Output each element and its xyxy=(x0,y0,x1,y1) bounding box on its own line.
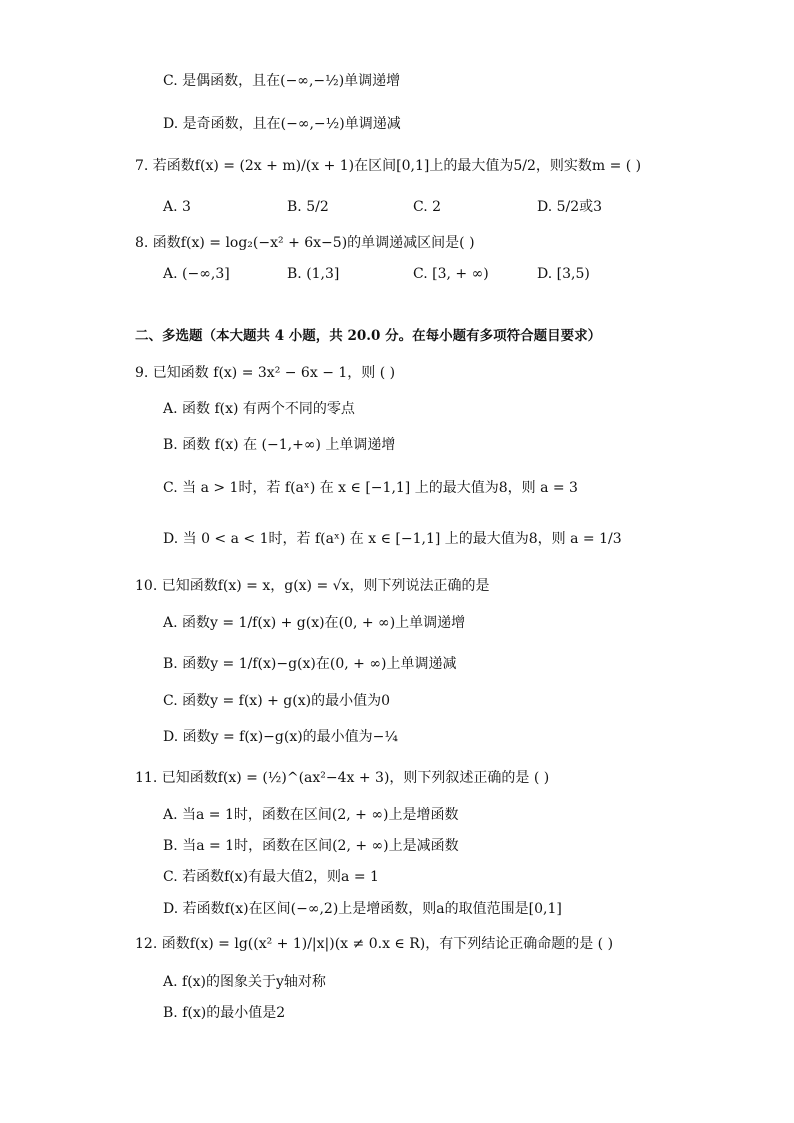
question-11-option-a: A. 当a = 1时，函数在区间(2, + ∞)上是增函数 xyxy=(163,807,459,823)
question-10: 10. 已知函数f(x) = x，g(x) = √x，则下列说法正确的是 xyxy=(135,578,490,594)
choice-a: A. 3 xyxy=(163,199,191,215)
question-10-option-b: B. 函数y = 1/f(x)−g(x)在(0, + ∞)上单调递减 xyxy=(163,656,457,672)
choice-a: A. (−∞,3] xyxy=(163,266,230,282)
question-7: 7. 若函数f(x) = (2x + m)/(x + 1)在区间[0,1]上的最大值为5/2，则实数m = ( ) xyxy=(135,158,642,174)
question-9-option-b: B. 函数 f(x) 在 (−1,+∞) 上单调递增 xyxy=(163,437,396,453)
question-9: 9. 已知函数 f(x) = 3x² − 6x − 1，则 ( ) xyxy=(135,365,396,381)
question-12: 12. 函数f(x) = lg((x² + 1)/|x|)(x ≠ 0.x ∈ R)，有下列结论正确命题的是 ( ) xyxy=(135,936,614,952)
question-6-option-c: C. 是偶函数，且在(−∞,−½)单调递增 xyxy=(163,73,401,89)
section-heading-multiple-choice: 二、多选题（本大题共 4 小题，共 20.0 分。在每小题有多项符合题目要求） xyxy=(135,328,602,344)
question-11-option-d: D. 若函数f(x)在区间(−∞,2)上是增函数，则a的取值范围是[0,1] xyxy=(163,901,562,917)
question-10-option-d: D. 函数y = f(x)−g(x)的最小值为−¼ xyxy=(163,729,398,745)
question-8: 8. 函数f(x) = log₂(−x² + 6x−5)的单调递减区间是( ) xyxy=(135,235,475,251)
question-12-option-a: A. f(x)的图象关于y轴对称 xyxy=(163,974,326,990)
question-12-option-b: B. f(x)的最小值是2 xyxy=(163,1005,286,1021)
choice-b: B. 5/2 xyxy=(287,199,329,215)
choice-b: B. (1,3] xyxy=(287,266,340,282)
question-9-option-a: A. 函数 f(x) 有两个不同的零点 xyxy=(163,401,355,417)
question-10-option-c: C. 函数y = f(x) + g(x)的最小值为0 xyxy=(163,693,390,709)
choice-d: D. 5/2或3 xyxy=(537,199,603,215)
choice-c: C. 2 xyxy=(413,199,442,215)
question-11-option-b: B. 当a = 1时，函数在区间(2, + ∞)上是减函数 xyxy=(163,838,459,854)
question-10-option-a: A. 函数y = 1/f(x) + g(x)在(0, + ∞)上单调递增 xyxy=(163,615,466,631)
question-9-option-c: C. 当 a > 1时，若 f(aˣ) 在 x ∈ [−1,1] 上的最大值为8，则 a = 3 xyxy=(163,480,578,496)
question-9-option-d: D. 当 0 < a < 1时，若 f(aˣ) 在 x ∈ [−1,1] 上的最大值为8，则 a = 1/3 xyxy=(163,531,622,547)
question-6-option-d: D. 是奇函数，且在(−∞,−½)单调递减 xyxy=(163,116,401,132)
choice-d: D. [3,5) xyxy=(537,266,590,282)
question-11-option-c: C. 若函数f(x)有最大值2，则a = 1 xyxy=(163,869,379,885)
question-11: 11. 已知函数f(x) = (½)^(ax²−4x + 3)，则下列叙述正确的是 ( ) xyxy=(135,770,550,786)
choice-c: C. [3, + ∞) xyxy=(413,266,489,282)
